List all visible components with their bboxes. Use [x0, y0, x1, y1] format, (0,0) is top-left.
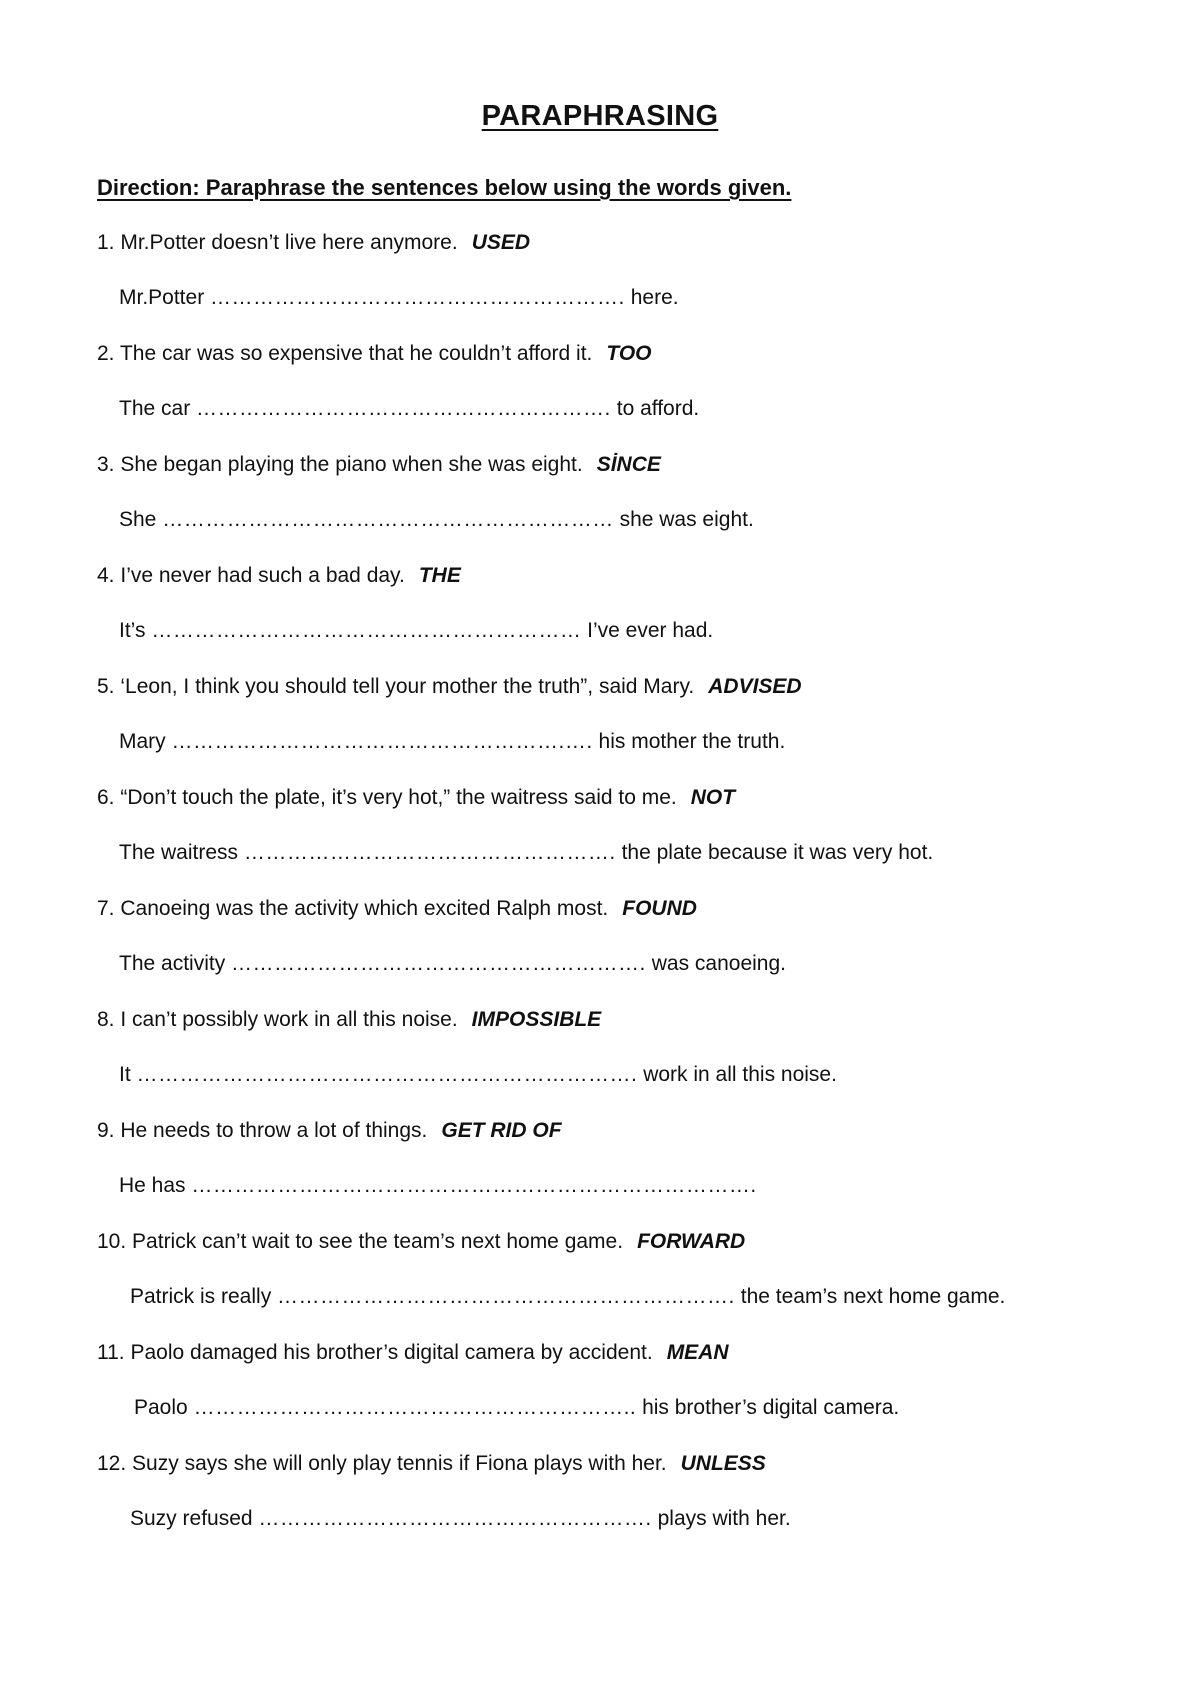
question-line: [97, 450, 661, 480]
direction-text: Direction: Paraphrase the sentences below using the words given.: [97, 175, 792, 200]
question-line: [97, 339, 652, 369]
answer-end: she was eight.: [619, 508, 754, 531]
answer-line: [119, 283, 679, 313]
keyword: NOT: [690, 786, 736, 809]
answer-line: [130, 1282, 1005, 1312]
answer-blank[interactable]: ……………………………………………………….: [277, 1285, 735, 1308]
question-sentence: The car was so expensive that he couldn’t afford it.: [119, 342, 593, 365]
answer-start: The car: [119, 397, 191, 420]
answer-end: his brother’s digital camera.: [642, 1396, 900, 1419]
keyword: MEAN: [666, 1341, 729, 1364]
answer-end: plays with her.: [657, 1507, 791, 1530]
keyword: SİNCE: [596, 453, 661, 476]
answer-end: his mother the truth.: [598, 730, 786, 753]
question-line: [97, 894, 697, 924]
exercise-item-12: [97, 1449, 1137, 1560]
answer-blank[interactable]: …………………………………………….: [243, 841, 616, 864]
question-line: [97, 1227, 745, 1257]
answer-start: Mr.Potter: [119, 286, 205, 309]
exercise-item-10: [97, 1227, 1137, 1338]
exercise-item-11: [97, 1338, 1137, 1449]
question-sentence: Paolo damaged his brother’s digital camera by accident.: [130, 1341, 653, 1364]
exercise-item-4: [97, 561, 1137, 672]
page-title: PARAPHRASING: [481, 100, 719, 132]
question-sentence: Canoeing was the activity which excited Ralph most.: [120, 897, 609, 920]
answer-start: Suzy refused: [130, 1507, 253, 1530]
answer-end: the team’s next home game.: [740, 1285, 1006, 1308]
exercise-item-2: [97, 339, 1137, 450]
answer-line: [119, 616, 713, 646]
answer-start: The waitress: [119, 841, 239, 864]
answer-blank[interactable]: ………………………………………………….: [196, 397, 611, 420]
answer-blank[interactable]: ………………………………………………….: [231, 952, 646, 975]
answer-line: [119, 727, 785, 757]
question-number: 8.: [97, 1008, 115, 1031]
answer-end: was canoeing.: [651, 952, 786, 975]
question-line: [97, 783, 735, 813]
question-sentence: I’ve never had such a bad day.: [120, 564, 405, 587]
question-line: [97, 1116, 562, 1146]
answer-start: The activity: [119, 952, 226, 975]
question-number: 2.: [97, 342, 115, 365]
question-number: 4.: [97, 564, 115, 587]
answer-line: [119, 1171, 757, 1201]
answer-end: to afford.: [616, 397, 700, 420]
exercise-item-7: [97, 894, 1137, 1005]
keyword: IMPOSSIBLE: [471, 1008, 602, 1031]
question-number: 9.: [97, 1119, 115, 1142]
question-number: 3.: [97, 453, 115, 476]
answer-blank[interactable]: ……………………………………………………: [151, 619, 582, 642]
answer-end: I’ve ever had.: [587, 619, 714, 642]
question-line: [97, 672, 802, 702]
answer-start: It: [119, 1063, 131, 1086]
question-sentence: She began playing the piano when she was eight.: [120, 453, 583, 476]
exercise-item-1: [97, 228, 1137, 339]
answer-blank[interactable]: …………………………………………………………….: [136, 1063, 638, 1086]
question-number: 12.: [97, 1452, 127, 1475]
keyword: ADVISED: [708, 675, 802, 698]
keyword: THE: [418, 564, 461, 587]
question-sentence: He needs to throw a lot of things.: [120, 1119, 428, 1142]
answer-line: [119, 949, 786, 979]
keyword: GET RID OF: [441, 1119, 562, 1142]
answer-start: It’s: [119, 619, 146, 642]
answer-start: Mary: [119, 730, 166, 753]
answer-blank[interactable]: ………………………………………………………: [162, 508, 614, 531]
question-sentence: ‘Leon, I think you should tell your mother the truth”, said Mary.: [120, 675, 695, 698]
answer-start: Patrick is really: [130, 1285, 272, 1308]
answer-blank[interactable]: ……………………………………………….: [258, 1507, 652, 1530]
question-line: [97, 561, 461, 591]
answer-blank[interactable]: …………………………………………………………………….: [191, 1174, 757, 1197]
question-number: 1.: [97, 231, 115, 254]
exercise-item-9: [97, 1116, 1137, 1227]
answer-end: the plate because it was very hot.: [621, 841, 934, 864]
exercise-list: [97, 228, 1137, 1560]
question-line: [97, 228, 530, 258]
question-line: [97, 1449, 766, 1479]
answer-end: work in all this noise.: [643, 1063, 837, 1086]
answer-line: [119, 838, 933, 868]
question-number: 5.: [97, 675, 115, 698]
answer-line: [130, 1504, 791, 1534]
question-number: 7.: [97, 897, 115, 920]
keyword: TOO: [606, 342, 652, 365]
question-sentence: I can’t possibly work in all this noise.: [120, 1008, 458, 1031]
question-sentence: Mr.Potter doesn’t live here anymore.: [120, 231, 458, 254]
question-sentence: Patrick can’t wait to see the team’s next home game.: [132, 1230, 624, 1253]
question-number: 10.: [97, 1230, 127, 1253]
question-sentence: “Don’t touch the plate, it’s very hot,” the waitress said to me.: [120, 786, 677, 809]
question-sentence: Suzy says she will only play tennis if Fiona plays with her.: [132, 1452, 667, 1475]
keyword: FOUND: [622, 897, 697, 920]
question-line: [97, 1005, 601, 1035]
answer-blank[interactable]: ………………………………………………….: [210, 286, 625, 309]
answer-line: [119, 505, 754, 535]
answer-blank[interactable]: ……………………………………………………..: [193, 1396, 637, 1419]
keyword: UNLESS: [680, 1452, 766, 1475]
answer-start: Paolo: [134, 1396, 188, 1419]
answer-line: [134, 1393, 899, 1423]
exercise-item-6: [97, 783, 1137, 894]
exercise-item-3: [97, 450, 1137, 561]
exercise-item-8: [97, 1005, 1137, 1116]
exercise-item-5: [97, 672, 1137, 783]
answer-start: He has: [119, 1174, 186, 1197]
answer-blank[interactable]: ……………………………………………….….: [171, 730, 593, 753]
answer-end: here.: [630, 286, 679, 309]
question-number: 11.: [97, 1341, 125, 1364]
keyword: FORWARD: [637, 1230, 746, 1253]
answer-line: [119, 1060, 837, 1090]
answer-start: She: [119, 508, 157, 531]
question-number: 6.: [97, 786, 115, 809]
question-line: [97, 1338, 729, 1368]
answer-line: [119, 394, 699, 424]
keyword: USED: [471, 231, 531, 254]
